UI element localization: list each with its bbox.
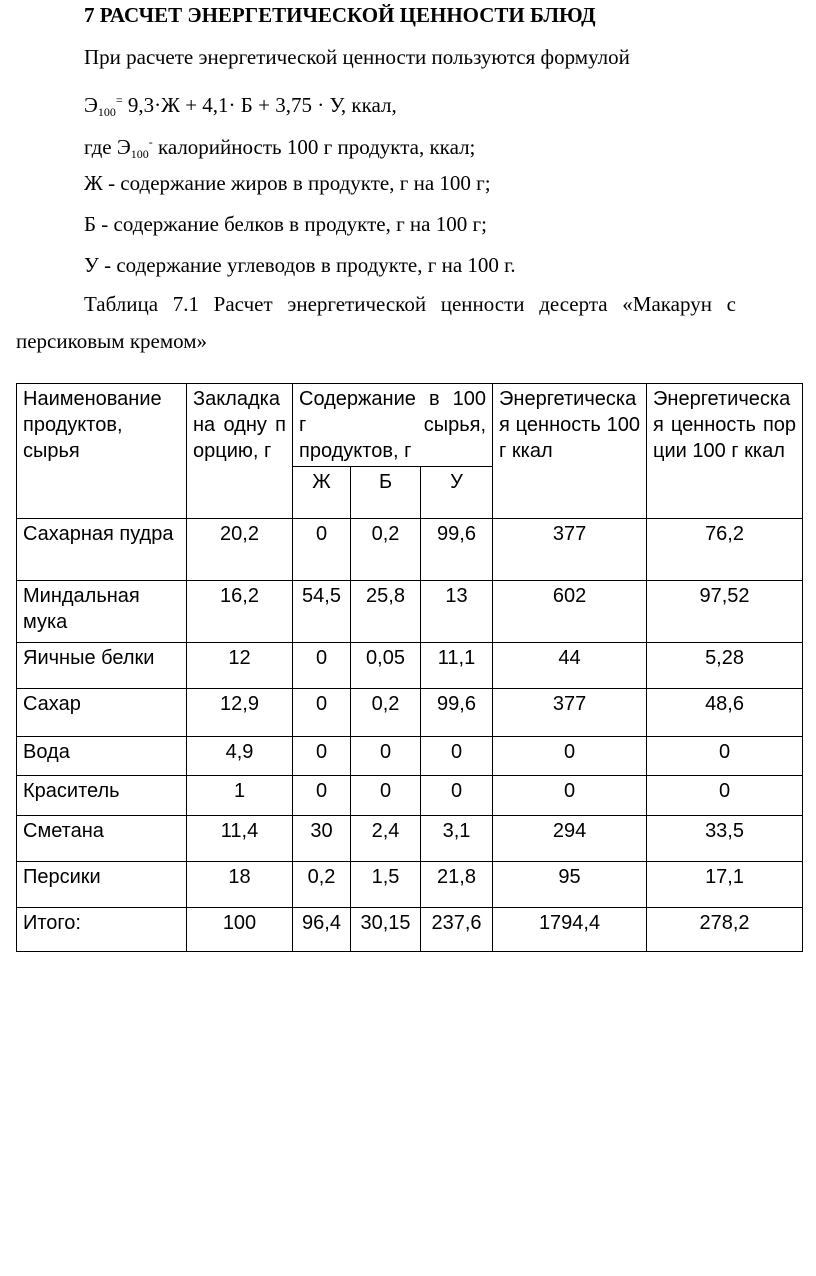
cell-fats: 30 [293,816,351,862]
caption-word: с [726,292,736,316]
header-product-name: Наименование продуктов, сырья [17,384,187,519]
cell-energy-100g: 377 [493,689,647,737]
cell-energy-portion: 76,2 [647,519,803,581]
definition-energy-subscript: 100 [130,147,149,161]
header-content-word: в [428,388,440,410]
caption-word: Таблица [84,292,159,316]
cell-fats: 0 [293,689,351,737]
cell-proteins: 25,8 [351,581,421,643]
cell-proteins: 0 [351,737,421,776]
formula-subscript: 100 [97,105,116,119]
cell-carbs: 13 [421,581,493,643]
table-row [17,862,803,908]
header-content-word: сырья, [423,414,487,436]
cell-portion: 16,2 [187,581,293,643]
cell-portion: 1 [187,776,293,816]
table-header-row [17,384,803,467]
cell-name: Яичные белки [17,643,187,689]
definition-carbs: У - содержание углеводов в продукте, г на 100 г. [84,253,516,277]
header-content-word: Содержание [299,388,416,410]
header-content-words [299,386,486,412]
cell-fats: 0,2 [293,862,351,908]
cell-energy-portion: 0 [647,776,803,816]
cell-energy-100g: 1794,4 [493,908,647,952]
cell-portion: 100 [187,908,293,952]
cell-portion: 11,4 [187,816,293,862]
table-row [17,776,803,816]
cell-energy-portion: 97,52 [647,581,803,643]
definition-energy-prefix: где Э [84,135,131,159]
header-content-words [299,412,486,438]
cell-proteins: 0,2 [351,689,421,737]
cell-carbs: 11,1 [421,643,493,689]
caption-word: энергетической [287,292,427,316]
cell-energy-portion: 0 [647,737,803,776]
definition-energy [84,130,475,166]
cell-carbs: 0 [421,737,493,776]
cell-carbs: 21,8 [421,862,493,908]
caption-word: ценности [440,292,525,316]
cell-proteins: 2,4 [351,816,421,862]
cell-proteins: 1,5 [351,862,421,908]
table-row [17,519,803,581]
cell-carbs: 0 [421,776,493,816]
header-fats: Ж [293,467,351,519]
cell-name: Сахарная пудра [17,519,187,581]
cell-proteins: 0,2 [351,519,421,581]
formula-superscript: = [115,93,123,107]
caption-word: «Макарун [622,292,712,316]
cell-energy-100g: 0 [493,737,647,776]
cell-portion: 4,9 [187,737,293,776]
formula [84,88,397,124]
cell-name: Персики [17,862,187,908]
table-row [17,643,803,689]
cell-name: Итого: [17,908,187,952]
cell-energy-100g: 377 [493,519,647,581]
cell-energy-100g: 294 [493,816,647,862]
table-row [17,737,803,776]
header-content-word: г [299,414,307,436]
cell-energy-portion: 48,6 [647,689,803,737]
cell-proteins: 0 [351,776,421,816]
cell-energy-100g: 44 [493,643,647,689]
cell-name: Вода [17,737,187,776]
cell-carbs: 99,6 [421,689,493,737]
cell-fats: 0 [293,737,351,776]
cell-fats: 96,4 [293,908,351,952]
cell-name: Сметана [17,816,187,862]
section-heading: 7 РАСЧЕТ ЭНЕРГЕТИЧЕСКОЙ ЦЕННОСТИ БЛЮД [84,3,596,27]
header-content-last: продуктов, г [299,440,412,462]
definition-proteins: Б - содержание белков в продукте, г на 100 г; [84,212,487,236]
cell-energy-100g: 602 [493,581,647,643]
intro-text: При расчете энергетической ценности пользуются формулой [84,45,630,69]
cell-energy-100g: 0 [493,776,647,816]
energy-value-table [16,383,803,952]
cell-portion: 18 [187,862,293,908]
cell-name: Краситель [17,776,187,816]
cell-carbs: 99,6 [421,519,493,581]
cell-carbs: 3,1 [421,816,493,862]
header-content-word: 100 [452,388,487,410]
cell-proteins: 0,05 [351,643,421,689]
header-portion: Закладка на одну порцию, г [187,384,293,519]
cell-proteins: 30,15 [351,908,421,952]
table-row [17,689,803,737]
header-carbs: У [421,467,493,519]
cell-energy-portion: 17,1 [647,862,803,908]
cell-portion: 12 [187,643,293,689]
cell-fats: 0 [293,519,351,581]
caption-word: 7.1 [172,292,199,316]
caption-word: десерта [539,292,608,316]
cell-fats: 0 [293,776,351,816]
definition-fats: Ж - содержание жиров в продукте, г на 100 г; [84,171,491,195]
table-row [17,816,803,862]
table-caption-line1 [84,292,736,316]
table-row [17,581,803,643]
cell-fats: 54,5 [293,581,351,643]
cell-name: Миндальная мука [17,581,187,643]
definition-energy-superscript: - [148,135,153,149]
cell-energy-portion: 33,5 [647,816,803,862]
table-row-total [17,908,803,952]
caption-word: Расчет [213,292,273,316]
header-content [293,384,493,467]
definition-energy-text: калорийность 100 г продукта, ккал; [152,135,476,159]
header-proteins: Б [351,467,421,519]
cell-energy-100g: 95 [493,862,647,908]
header-energy-100g: Энергетическая ценность 100 г ккал [493,384,647,519]
cell-fats: 0 [293,643,351,689]
header-energy-portion: Энергетическая ценность порции 100 г ккал [647,384,803,519]
formula-expression: 9,3·Ж + 4,1· Б + 3,75 · У, ккал, [122,93,397,117]
table-caption-line2: персиковым кремом» [16,329,208,353]
formula-symbol: Э [84,93,98,117]
cell-energy-portion: 278,2 [647,908,803,952]
cell-name: Сахар [17,689,187,737]
cell-portion: 20,2 [187,519,293,581]
cell-portion: 12,9 [187,689,293,737]
cell-carbs: 237,6 [421,908,493,952]
cell-energy-portion: 5,28 [647,643,803,689]
